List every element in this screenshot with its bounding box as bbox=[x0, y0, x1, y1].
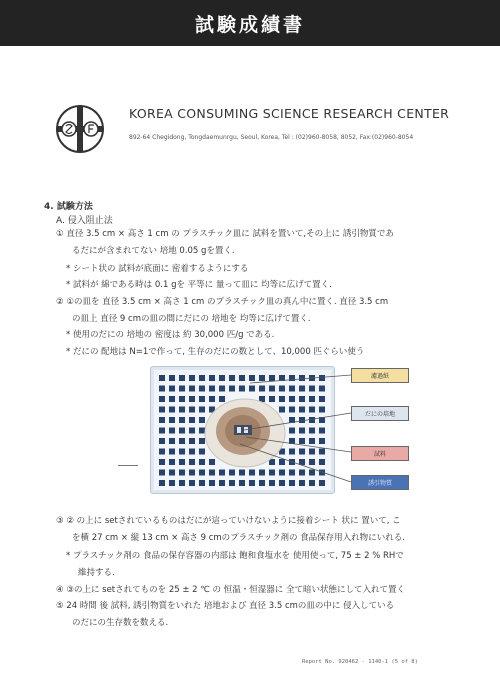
figure-marker-dash bbox=[118, 465, 138, 466]
organization-name: KOREA CONSUMING SCIENCE RESEARCH CENTER bbox=[129, 106, 450, 121]
document-title: 試験成績書 bbox=[194, 13, 305, 36]
procedure-note: * だにの 配地は N=1で作って, 生存のだにの数として、10,000 匹ぐらい使う bbox=[66, 347, 365, 357]
callout-filter-paper: 濾過紙 bbox=[351, 368, 409, 383]
section-title: 4. 試験方法 bbox=[44, 202, 93, 212]
callout-mite-medium: だにの培地 bbox=[351, 406, 409, 421]
procedure-note: * 使用のだにの 培地の 密度は 約 30,000 匹/g である. bbox=[66, 330, 275, 340]
document-header-bar bbox=[0, 0, 500, 46]
procedure-line: ③ ② の上に setされているものはだにが這っていけないように接着シート 状に 置いて, こ bbox=[56, 516, 401, 526]
report-page bbox=[0, 46, 500, 679]
procedure-note: * 試料が 綿である時は 0.1 gを 平等に 量って皿に 均等に広げて置く. bbox=[66, 280, 332, 290]
callout-sample: 試料 bbox=[351, 446, 409, 461]
procedure-line: ④ ③の上に setされてものを 25 ± 2 ℃ の 恒温・恒湿器に 全て暗い状態にして入れて置く bbox=[56, 585, 405, 595]
report-number: Report No. 920462 - 1140-1 (5 of 8) bbox=[302, 659, 418, 665]
organization-address: 892-64 Chegidong, Tongdaemunrgu, Seoul, Korea, Tel : (02)960-8058, 8052, Fax:(02)960-8054 bbox=[129, 134, 414, 141]
procedure-note: 維持する. bbox=[78, 568, 115, 578]
procedure-line: ⑤ 24 時間 後 試料, 誘引物質をいれた 培地および 直径 3.5 cmの皿の中に 侵入している bbox=[56, 601, 395, 611]
callout-attractant: 誘引物質 bbox=[351, 475, 409, 490]
procedure-line: の皿上 直径 9 cmの皿の間にだにの 培地を 均等に広げて置く. bbox=[72, 314, 311, 324]
procedure-line: のだにの生存数を数える. bbox=[72, 618, 169, 628]
procedure-note: * プラスチック剤の 食品の保存容器の内部は 飽和食塩水を 使用使って, 75 ± 2 % RHで bbox=[66, 551, 404, 561]
procedure-line: を横 27 cm × 縦 13 cm × 高さ 9 cmのプラスチック剤の 食品保存用入れ物にいれる. bbox=[72, 533, 405, 543]
method-title: A. 侵入阻止法 bbox=[56, 216, 113, 226]
procedure-note: * シート状の 試料が底面に 密着するようにする bbox=[66, 264, 249, 274]
procedure-line: ② ①の皿を 直径 3.5 cm × 高さ 1 cm のプラスチック皿の真ん中に置く. 直径 3.5 cm bbox=[56, 297, 389, 307]
procedure-line: ① 直径 3.5 cm × 高さ 1 cm の プラスチック皿に 試料を置いて,その上に 誘引物質であ bbox=[56, 229, 394, 239]
procedure-line: るだにが含まれてない 培地 0.05 gを置く. bbox=[72, 246, 235, 256]
